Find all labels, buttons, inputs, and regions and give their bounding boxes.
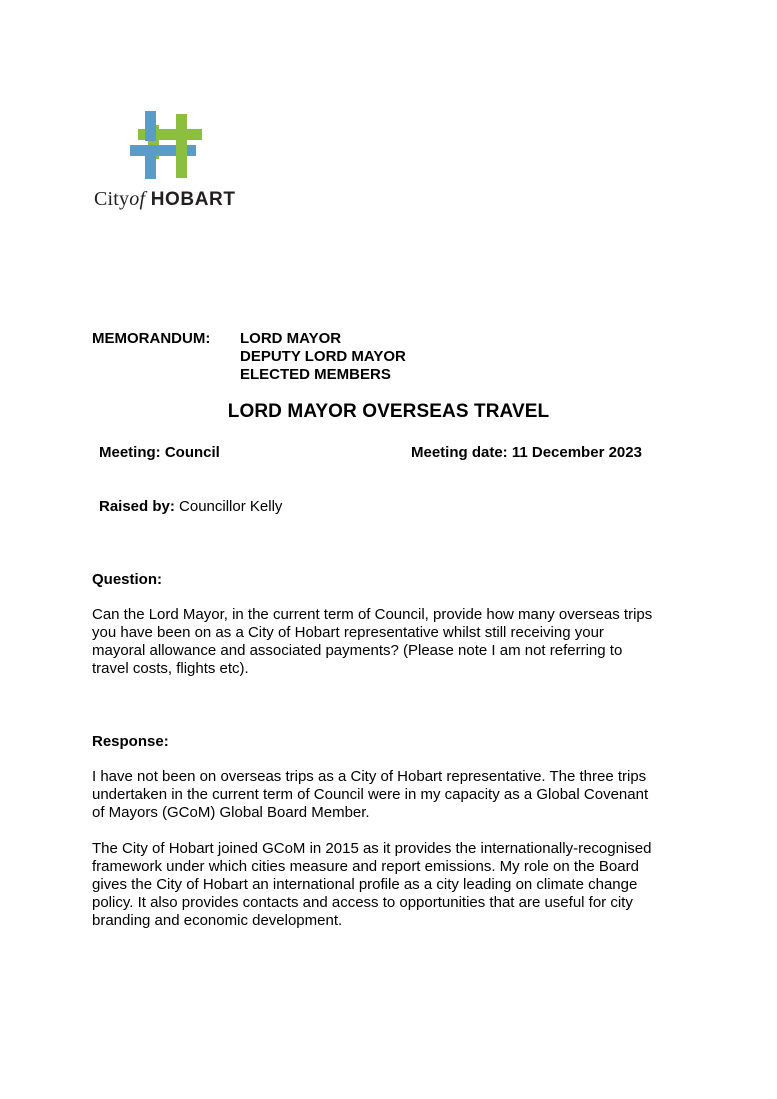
logo-text-city: City — [94, 188, 130, 210]
logo-blue-bar-lower — [145, 153, 156, 179]
meeting-info: Meeting: Council — [99, 444, 220, 461]
text-line: branding and economic development. — [92, 912, 343, 929]
question-text — [92, 606, 692, 678]
logo-text-hobart: HOBART — [150, 189, 236, 210]
text-line: I have not been on overseas trips as a City of Hobart representative. The three trips — [92, 768, 647, 785]
text-line: framework under which cities measure and report emissions. My role on the Board — [92, 858, 639, 875]
response-heading: Response: — [92, 733, 169, 750]
text-line: policy. It also provides contacts and access to opportunities that are useful for city — [92, 894, 633, 911]
text-line: you have been on as a City of Hobart representative whilst still receiving your — [92, 624, 604, 641]
memo-recipient: DEPUTY LORD MAYOR — [240, 348, 406, 365]
hobart-logo-icon — [130, 111, 202, 179]
response-paragraph-2 — [92, 840, 692, 930]
text-line: travel costs, flights etc). — [92, 660, 249, 677]
raised-by-label: Raised by: — [99, 498, 175, 515]
memo-recipient: LORD MAYOR — [240, 330, 342, 347]
text-line: undertaken in the current term of Council were in my capacity as a Global Covenant — [92, 786, 649, 803]
text-line: of Mayors (GCoM) Global Board Member. — [92, 804, 370, 821]
memo-recipients — [240, 330, 406, 384]
response-paragraph-1 — [92, 768, 692, 822]
meeting-date: Meeting date: 11 December 2023 — [411, 444, 642, 461]
memo-recipient: ELECTED MEMBERS — [240, 366, 391, 383]
text-line: The City of Hobart joined GCoM in 2015 as it provides the internationally-recognised — [92, 840, 652, 857]
question-heading: Question: — [92, 571, 162, 588]
raised-by — [99, 498, 282, 515]
text-line: Can the Lord Mayor, in the current term of Council, provide how many overseas trips — [92, 606, 653, 623]
logo-text-of: of — [129, 188, 146, 210]
text-line: mayoral allowance and associated payments? (Please note I am not referring to — [92, 642, 623, 659]
raised-by-value: Councillor Kelly — [174, 498, 283, 515]
memo-label: MEMORANDUM: — [92, 330, 211, 347]
document-title: LORD MAYOR OVERSEAS TRAVEL — [227, 401, 550, 422]
city-of-hobart-logo — [94, 108, 244, 212]
text-line: gives the City of Hobart an international profile as a city leading on climate change — [92, 876, 638, 893]
logo-wordmark — [94, 188, 236, 211]
